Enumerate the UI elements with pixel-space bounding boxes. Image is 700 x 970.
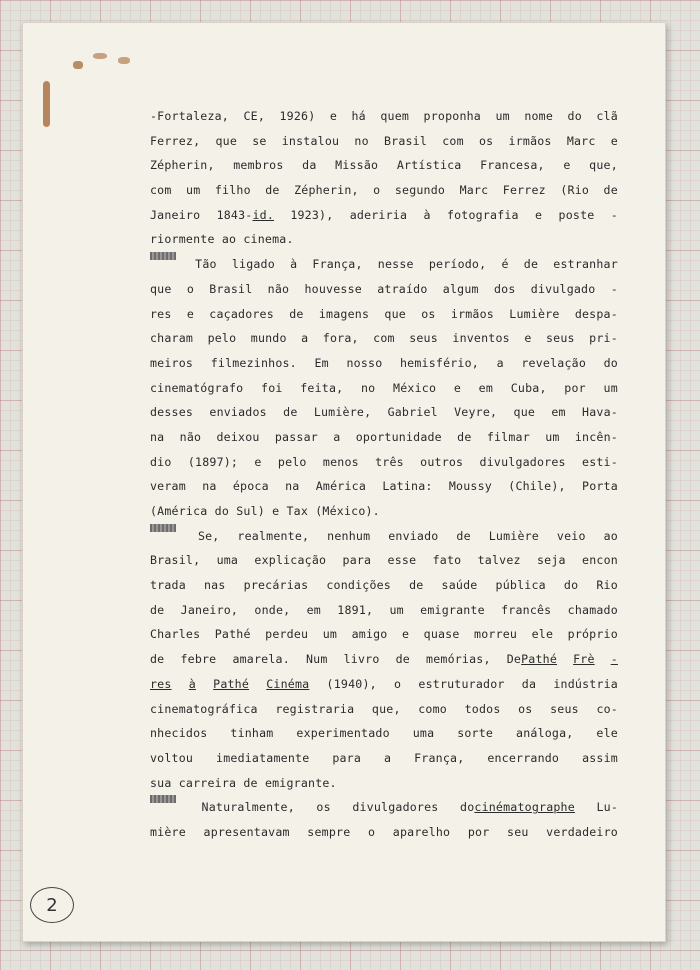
word: sorte xyxy=(457,726,494,741)
word: há xyxy=(351,109,366,123)
word: Em xyxy=(314,355,329,370)
word: na xyxy=(150,429,165,444)
word: esti- xyxy=(582,454,618,469)
word: (Rio xyxy=(560,183,590,198)
word: quase xyxy=(423,627,460,642)
word: Hava- xyxy=(582,405,618,420)
word: condições xyxy=(326,578,391,593)
word: - xyxy=(610,652,618,667)
word: morreu xyxy=(474,627,518,642)
word: onde, xyxy=(254,602,291,617)
word: em xyxy=(306,602,321,617)
word: Porta xyxy=(582,479,618,494)
word: (1897); xyxy=(187,454,239,469)
word: mière xyxy=(150,824,186,839)
word: os xyxy=(518,701,533,716)
word: amarela. xyxy=(232,652,290,667)
word: inventos xyxy=(452,331,510,346)
word: revelação xyxy=(521,355,586,370)
word: França, xyxy=(414,750,465,765)
text-line xyxy=(150,499,618,524)
word: imagens xyxy=(318,306,370,321)
word: nome xyxy=(524,109,554,123)
word: seu xyxy=(507,824,529,839)
text-line xyxy=(150,326,618,351)
word: deixou xyxy=(216,429,260,444)
word: não xyxy=(267,281,290,296)
word: Ferrez, xyxy=(150,133,201,148)
word: - xyxy=(610,207,618,222)
word: Tão xyxy=(195,257,217,272)
struck-out-mark xyxy=(150,795,176,803)
struck-out-mark xyxy=(150,252,176,260)
word: da xyxy=(521,676,537,691)
rust-stain xyxy=(93,53,107,59)
struck-out-mark xyxy=(150,524,176,532)
word: Frè xyxy=(573,652,595,667)
word: divulgadores xyxy=(479,454,566,469)
word: fato xyxy=(432,553,462,568)
word: pelo xyxy=(277,454,307,469)
word: Zépherin, xyxy=(150,158,215,173)
word: de xyxy=(283,405,298,420)
text-line xyxy=(150,277,618,302)
word: sempre xyxy=(307,824,351,839)
word: para xyxy=(342,553,372,568)
text-line xyxy=(150,302,618,327)
word: charam xyxy=(150,331,194,346)
word: Pathé xyxy=(213,676,250,691)
word: co- xyxy=(596,701,618,716)
word: veio xyxy=(556,528,586,543)
word: ele xyxy=(596,726,618,741)
word: instalou xyxy=(281,133,340,148)
word: o xyxy=(373,183,381,198)
text-line xyxy=(150,153,618,178)
word: emigrante xyxy=(420,602,485,617)
word: imediatamente xyxy=(216,750,310,765)
document-body xyxy=(150,104,618,845)
text-line xyxy=(150,672,618,697)
word: explicação xyxy=(254,553,327,568)
word: Brasil, xyxy=(150,553,201,568)
word: à xyxy=(423,207,431,222)
word: de xyxy=(150,652,165,667)
word: análoga, xyxy=(516,726,574,741)
word: Lumière xyxy=(488,528,539,543)
word: Rio xyxy=(596,578,618,593)
word: 1891, xyxy=(337,602,374,617)
word: Veyre, xyxy=(454,405,498,420)
word: -Fortaleza, xyxy=(150,109,229,123)
word: período, xyxy=(428,257,487,272)
word: DePathé xyxy=(506,652,558,667)
word: a xyxy=(496,355,504,370)
text-line xyxy=(150,203,618,228)
word: (1940), xyxy=(326,676,377,691)
word: Ferrez xyxy=(502,183,546,198)
word: e xyxy=(186,306,195,321)
word: cinematográfica xyxy=(150,701,258,716)
word: de xyxy=(457,429,472,444)
word: registraria xyxy=(275,701,355,716)
word: Lumière, xyxy=(313,405,372,420)
word: - xyxy=(610,281,618,296)
word: Latina: xyxy=(382,479,433,494)
word: que xyxy=(150,281,172,296)
word: poste xyxy=(558,207,595,222)
word: como xyxy=(418,701,447,716)
word: filmezinhos. xyxy=(210,355,297,370)
word: docinématographe xyxy=(460,800,575,815)
word: Francesa, xyxy=(480,158,545,173)
word: atraído xyxy=(377,281,428,296)
word: seus xyxy=(545,331,575,346)
word: encerrando xyxy=(487,750,560,765)
word: aderiria xyxy=(349,207,408,222)
word: nhecidos xyxy=(150,726,208,741)
word: uma xyxy=(216,553,239,568)
text-line xyxy=(150,351,618,376)
word: assim xyxy=(582,750,618,765)
text-line xyxy=(150,573,618,598)
word: realmente, xyxy=(237,528,310,543)
word: um xyxy=(603,380,618,395)
word: um xyxy=(322,627,338,642)
word: caçadores xyxy=(209,306,274,321)
word: México xyxy=(393,380,437,395)
word: pelo xyxy=(207,331,237,346)
word: de xyxy=(289,306,304,321)
word: res xyxy=(150,306,172,321)
word: ligado xyxy=(231,257,275,272)
word: de xyxy=(523,257,539,272)
word: trada xyxy=(150,578,186,593)
word: aparelho xyxy=(392,824,451,839)
word: apresentavam xyxy=(203,824,290,839)
word: e xyxy=(401,627,410,642)
word: o xyxy=(368,824,376,839)
text-line xyxy=(150,425,618,450)
word: os xyxy=(316,800,331,815)
word: despa- xyxy=(574,306,618,321)
word: meiros xyxy=(150,355,194,370)
word: experimentado xyxy=(296,726,390,741)
word: e xyxy=(610,133,618,148)
word: que, xyxy=(371,701,401,716)
word: dos xyxy=(493,281,516,296)
rust-stain xyxy=(73,61,83,69)
word: membros xyxy=(233,158,284,173)
rust-stain xyxy=(43,81,50,127)
text-line xyxy=(150,252,618,277)
word: do xyxy=(567,109,582,123)
word: fotografia xyxy=(446,207,519,222)
word: a xyxy=(383,750,392,765)
word: talvez xyxy=(477,553,521,568)
word: do xyxy=(214,504,230,518)
word: 1843-id. xyxy=(216,207,275,222)
word: esse xyxy=(387,553,417,568)
word: segundo xyxy=(394,183,446,198)
word: 1926) xyxy=(279,109,316,123)
word: os xyxy=(478,133,494,148)
word: emigrante. xyxy=(264,775,337,790)
word: hemisfério, xyxy=(399,355,479,370)
word: verdadeiro xyxy=(546,824,618,839)
word: época xyxy=(232,479,269,494)
word: sua xyxy=(150,775,172,790)
word: e xyxy=(272,504,280,518)
word: França, xyxy=(312,257,363,272)
word: Num xyxy=(305,652,328,667)
word: e xyxy=(329,109,338,123)
word: que, xyxy=(589,158,618,173)
text-line xyxy=(150,524,618,549)
word: à xyxy=(188,676,196,691)
text-line xyxy=(150,771,618,796)
word: três xyxy=(375,454,404,469)
word: que xyxy=(215,133,237,148)
word: de xyxy=(265,183,280,198)
word: Lu- xyxy=(596,800,618,815)
word: Zépherin, xyxy=(294,183,359,198)
word: dio xyxy=(150,454,172,469)
word: menos xyxy=(322,454,359,469)
word: Moussy xyxy=(448,479,492,494)
word: 1923), xyxy=(290,207,334,222)
rust-stain xyxy=(118,57,130,64)
word: para xyxy=(332,750,362,765)
word: Janeiro xyxy=(150,207,201,222)
word: encon xyxy=(582,553,618,568)
word: de xyxy=(150,602,165,617)
word: clã xyxy=(596,109,618,123)
word: e xyxy=(453,380,461,395)
word: irmãos xyxy=(508,133,552,148)
text-line xyxy=(150,129,618,154)
word: na xyxy=(202,479,217,494)
word: nesse xyxy=(377,257,414,272)
word: pública xyxy=(495,578,546,593)
word: da xyxy=(302,158,317,173)
word: Charles xyxy=(150,627,201,642)
word: oportunidade xyxy=(355,429,442,444)
word: saúde xyxy=(441,578,478,593)
word: é xyxy=(501,257,509,272)
page-number: 2 xyxy=(30,887,74,923)
word: (América xyxy=(150,504,208,518)
word: incên- xyxy=(574,429,618,444)
word: no xyxy=(361,380,376,395)
word: seus xyxy=(550,701,579,716)
word: os xyxy=(421,306,436,321)
word: (Chile), xyxy=(508,479,566,494)
word: Brasil xyxy=(383,133,428,148)
word: um xyxy=(495,109,510,123)
word: por xyxy=(467,824,490,839)
word: enviados xyxy=(209,405,267,420)
word: mundo xyxy=(250,331,287,346)
text-line xyxy=(150,474,618,499)
text-line xyxy=(150,400,618,425)
text-line xyxy=(150,820,618,845)
text-line xyxy=(150,598,618,623)
text-line xyxy=(150,376,618,401)
word: Naturalmente, xyxy=(201,800,295,815)
word: voltou xyxy=(150,750,194,765)
word: de xyxy=(243,775,258,790)
word: nenhum xyxy=(327,528,371,543)
word: não xyxy=(179,429,202,444)
word: divulgadores xyxy=(352,800,439,815)
word: CE, xyxy=(243,109,265,123)
word: ao xyxy=(603,528,618,543)
word: Marc xyxy=(459,183,489,198)
word: estruturador xyxy=(418,676,505,691)
word: precárias xyxy=(243,578,309,593)
word: cinematógrafo xyxy=(150,380,244,395)
word: Se, xyxy=(197,528,220,543)
word: em xyxy=(478,380,494,395)
word: se xyxy=(252,133,267,148)
word: foi xyxy=(261,380,283,395)
word: por xyxy=(564,380,586,395)
word: carreira xyxy=(178,775,237,790)
word: Cinéma xyxy=(266,676,310,691)
word: divulgado xyxy=(530,281,596,296)
word: desses xyxy=(150,405,194,420)
word: e xyxy=(524,331,532,346)
word: e xyxy=(254,454,262,469)
word: veram xyxy=(150,479,186,494)
word: a xyxy=(333,429,341,444)
word: febre xyxy=(180,652,217,667)
word: um xyxy=(186,183,201,198)
word: filmar xyxy=(486,429,530,444)
word: outros xyxy=(420,454,464,469)
word: indústria xyxy=(553,676,618,691)
word: Janeiro, xyxy=(180,602,239,617)
word: e xyxy=(535,207,543,222)
word: Cuba, xyxy=(510,380,547,395)
word: Gabriel xyxy=(387,405,438,420)
word: cinema. xyxy=(243,232,294,247)
word: ao xyxy=(221,232,237,247)
word: irmãos xyxy=(450,306,494,321)
word: um xyxy=(389,602,404,617)
text-line xyxy=(150,721,618,746)
word: chamado xyxy=(567,602,618,617)
text-line xyxy=(150,622,618,647)
word: Tax xyxy=(286,504,309,518)
word: Artística xyxy=(396,158,462,173)
text-line xyxy=(150,178,618,203)
word: houvesse xyxy=(304,281,362,296)
word: com xyxy=(442,133,464,148)
word: o xyxy=(394,676,402,691)
word: enviado xyxy=(388,528,439,543)
word: a xyxy=(301,331,309,346)
word: estranhar xyxy=(553,257,618,272)
word: Marc xyxy=(566,133,596,148)
word: Missão xyxy=(335,158,379,173)
word: todos xyxy=(464,701,501,716)
text-line xyxy=(150,697,618,722)
word: filho xyxy=(214,183,251,198)
word: Brasil xyxy=(209,281,253,296)
word: pri- xyxy=(589,331,618,346)
word: memórias, xyxy=(426,652,491,667)
word: seus xyxy=(409,331,438,346)
text-line xyxy=(150,795,618,820)
word: de xyxy=(603,183,618,198)
word: passar xyxy=(274,429,318,444)
text-line xyxy=(150,450,618,475)
text-line xyxy=(150,746,618,771)
word: na xyxy=(285,479,300,494)
word: o xyxy=(186,281,195,296)
word: amigo xyxy=(351,627,388,642)
word: quem xyxy=(380,109,410,123)
word: proponha xyxy=(423,109,481,123)
text-line xyxy=(150,104,618,129)
text-line xyxy=(150,548,618,573)
text-line xyxy=(150,227,618,252)
word: ele xyxy=(531,627,554,642)
word: nas xyxy=(204,578,226,593)
word: com xyxy=(373,331,395,346)
word: livro xyxy=(343,652,380,667)
word: no xyxy=(354,133,369,148)
word: próprio xyxy=(567,627,618,642)
word: riormente xyxy=(150,232,215,247)
word: do xyxy=(563,578,579,593)
word: seja xyxy=(537,553,566,568)
word: algum xyxy=(442,281,479,296)
word: um xyxy=(545,429,560,444)
word: com xyxy=(150,183,172,198)
word: francês xyxy=(501,602,552,617)
text-line xyxy=(150,647,618,672)
word: nosso xyxy=(346,355,383,370)
word: tinham xyxy=(230,726,274,741)
word: feita, xyxy=(300,380,344,395)
word: que xyxy=(513,405,536,420)
word: perdeu xyxy=(265,627,309,642)
word: à xyxy=(290,257,298,272)
word: Sul) xyxy=(236,504,265,518)
word: em xyxy=(551,405,566,420)
word: (México). xyxy=(315,504,380,518)
word: uma xyxy=(412,726,435,741)
word: do xyxy=(603,355,618,370)
word: América xyxy=(315,479,367,494)
word: e xyxy=(563,158,571,173)
word: Pathé xyxy=(214,627,251,642)
word: Lumière xyxy=(509,306,560,321)
word: de xyxy=(395,652,410,667)
word: que xyxy=(384,306,406,321)
word: de xyxy=(409,578,424,593)
word: fora, xyxy=(322,331,359,346)
word: de xyxy=(456,528,471,543)
word: res xyxy=(150,676,172,691)
